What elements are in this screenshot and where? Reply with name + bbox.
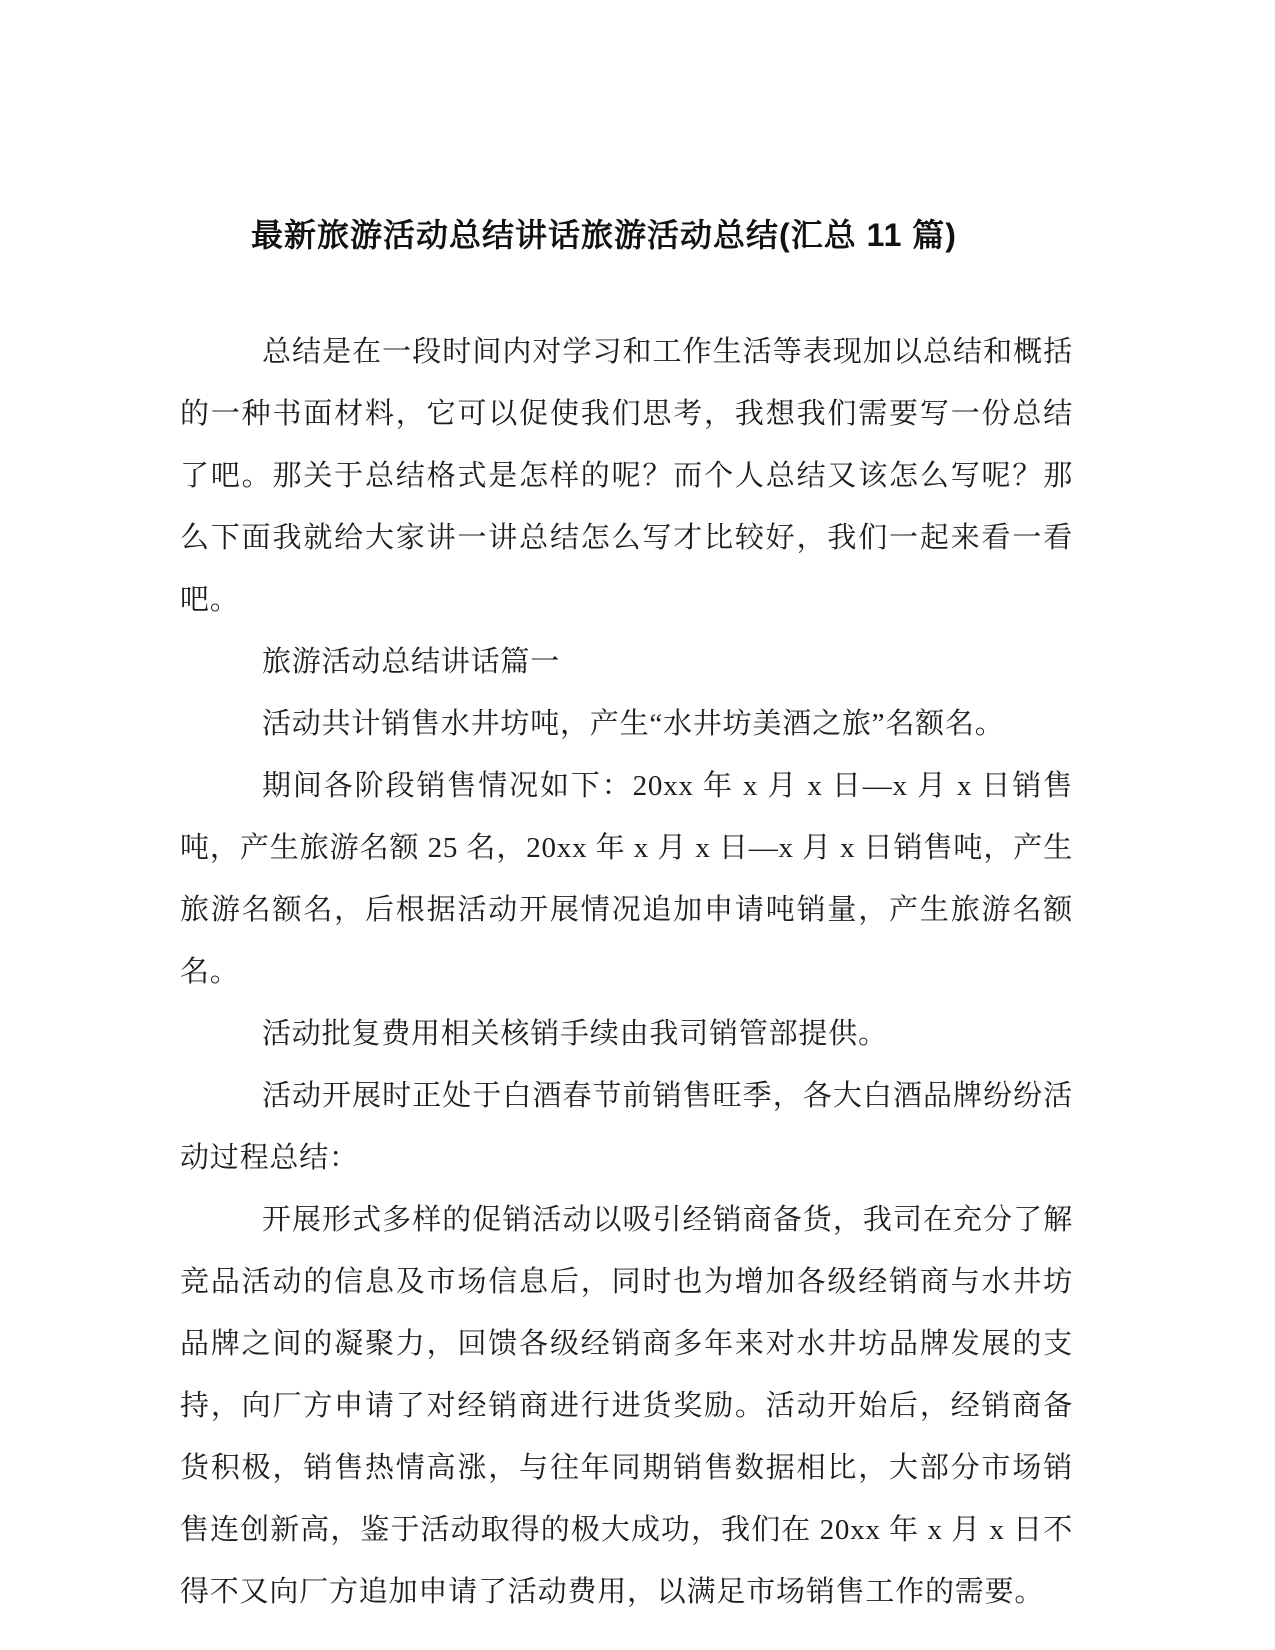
document-body [180, 321, 1073, 1623]
paragraph-7: 开展形式多样的促销活动以吸引经销商备货，我司在充分了解竞品活动的信息及市场信息后，同时也为增加各级经销商与水井坊品牌之间的凝聚力，回馈各级经销商多年来对水井坊品牌发展的支持，向厂方申请了对经销商进行进货奖励。活动开始后，经销商备货积极，销售热情高涨，与往年同期销售数据相比，大部分市场销售连创新高，鉴于活动取得的极大成功，我们在 20xx 年 x 月 x 日不得不又向厂方追加申请了活动费用，以满足市场销售工作的需要。 [180, 1204, 1073, 1608]
paragraph-2: 旅游活动总结讲话篇一 [262, 646, 561, 678]
paragraph-4: 期间各阶段销售情况如下：20xx 年 x 月 x 日—x 月 x 日销售吨，产生旅游名额 25 名，20xx 年 x 月 x 日—x 月 x 日销售吨，产生旅游名额名，后根据活动开展情况追加申请吨销量，产生旅游名额名。 [180, 770, 1073, 988]
document-content [180, 0, 1073, 1623]
paragraph-3: 活动共计销售水井坊吨，产生“水井坊美酒之旅”名额名。 [262, 708, 1005, 740]
paragraph-1: 总结是在一段时间内对学习和工作生活等表现加以总结和概括的一种书面材料，它可以促使我们思考，我想我们需要写一份总结了吧。那关于总结格式是怎样的呢？而个人总结又该怎么写呢？那么下面我就给大家讲一讲总结怎么写才比较好，我们一起来看一看吧。 [180, 336, 1073, 616]
paragraph-6: 活动开展时正处于白酒春节前销售旺季，各大白酒品牌纷纷活动过程总结： [180, 1080, 1073, 1174]
paragraph-5: 活动批复费用相关核销手续由我司销管部提供。 [262, 1018, 888, 1050]
document-title: 最新旅游活动总结讲话旅游活动总结(汇总 11 篇) [251, 217, 957, 253]
